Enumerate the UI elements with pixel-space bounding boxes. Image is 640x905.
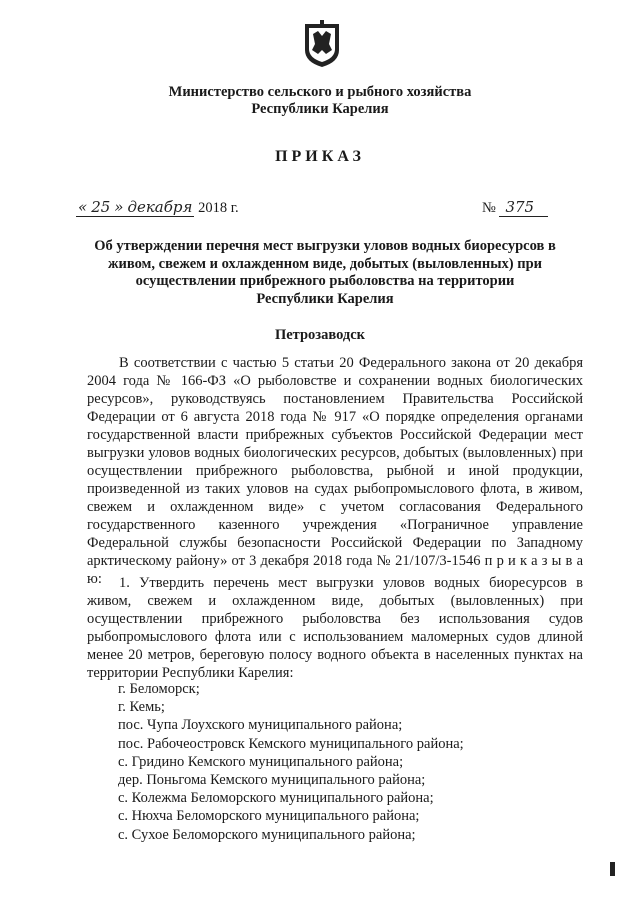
scan-mark — [610, 862, 615, 876]
list-item: с. Гридино Кемского муниципального района; — [118, 753, 404, 770]
list-item: г. Кемь; — [118, 699, 165, 716]
ministry-name-line2: Республики Карелия — [251, 101, 389, 117]
list-item: с. Колежма Беломорского муниципального района; — [118, 790, 434, 807]
date-month: декабря — [127, 198, 193, 216]
order-date — [76, 198, 239, 217]
list-item: г. Беломорск; — [118, 681, 200, 697]
number-value: 375 — [499, 198, 548, 217]
subject-line: Республики Карелия — [256, 290, 394, 307]
date-year: 2018 г. — [198, 200, 239, 216]
list-item: с. Сухое Беломорского муниципального района; — [118, 826, 416, 843]
order-number — [482, 198, 548, 217]
number-label: № — [482, 200, 496, 216]
karelia-coat-of-arms-icon — [303, 20, 341, 68]
preamble-paragraph: В соответствии с частью 5 статьи 20 Федерального закона от 20 декабря 2004 года № 166-ФЗ «О рыболовстве и сохранении водных биологических ресурсов», руководствуясь постановлением Правительства Российской Федерации от 6 августа 2018 года № 917 «О порядке определения органами государственной власти прибрежных субъектов Российской Федерации мест выгрузки уловов водных биологических ресурсов, добытых (выловленных) при осуществлении прибрежного рыболовства, рыбной и иной продукции, произведенной из таких уловов на судах рыбопромыслового флота, в живом, свежем и охлажденном виде» с учетом согласования Федерального государственного казенного учреждения «Пограничное управление Федеральной службы безопасности Российской Федерации по Западному арктическому району» от 3 декабря 2018 года № 21/107/3-1546 п р и к а з ы в а ю: — [87, 355, 583, 587]
item-1-paragraph: 1. Утвердить перечень мест выгрузки уловов водных биоресурсов в живом, свежем и охлажденном виде, добытых (выловленных) при осуществлении прибрежного рыболовства без использования судов рыбопромыслового флота или с использованием маломерных судов длиной менее 20 метров, береговую полосу водного объекта в населенных пунктах на территории Республики Карелия: — [87, 575, 583, 681]
order-subject — [86, 238, 564, 308]
list-item: пос. Чупа Лоухского муниципального района; — [118, 717, 403, 734]
order-title: ПРИКАЗ — [275, 148, 365, 165]
list-item: пос. Рабочеостровск Кемского муниципального района; — [118, 735, 464, 752]
date-close-quote: » — [114, 198, 124, 216]
list-item: с. Нюхча Беломорского муниципального района; — [118, 808, 420, 825]
city-name: Петрозаводск — [274, 327, 366, 343]
date-open-quote: « — [78, 198, 88, 216]
subject-line: осуществлении прибрежного рыболовства на территории — [135, 273, 515, 289]
ministry-name-line1: Министерство сельского и рыбного хозяйства — [168, 84, 472, 100]
subject-line: Об утверждении перечня мест выгрузки уловов водных биоресурсов в — [94, 238, 556, 254]
list-item: дер. Поньгома Кемского муниципального района; — [118, 772, 426, 789]
subject-line: живом, свежем и охлажденном виде, добытых (выловленных) при — [107, 255, 543, 272]
places-list — [118, 680, 464, 844]
date-day: 25 — [91, 198, 111, 216]
